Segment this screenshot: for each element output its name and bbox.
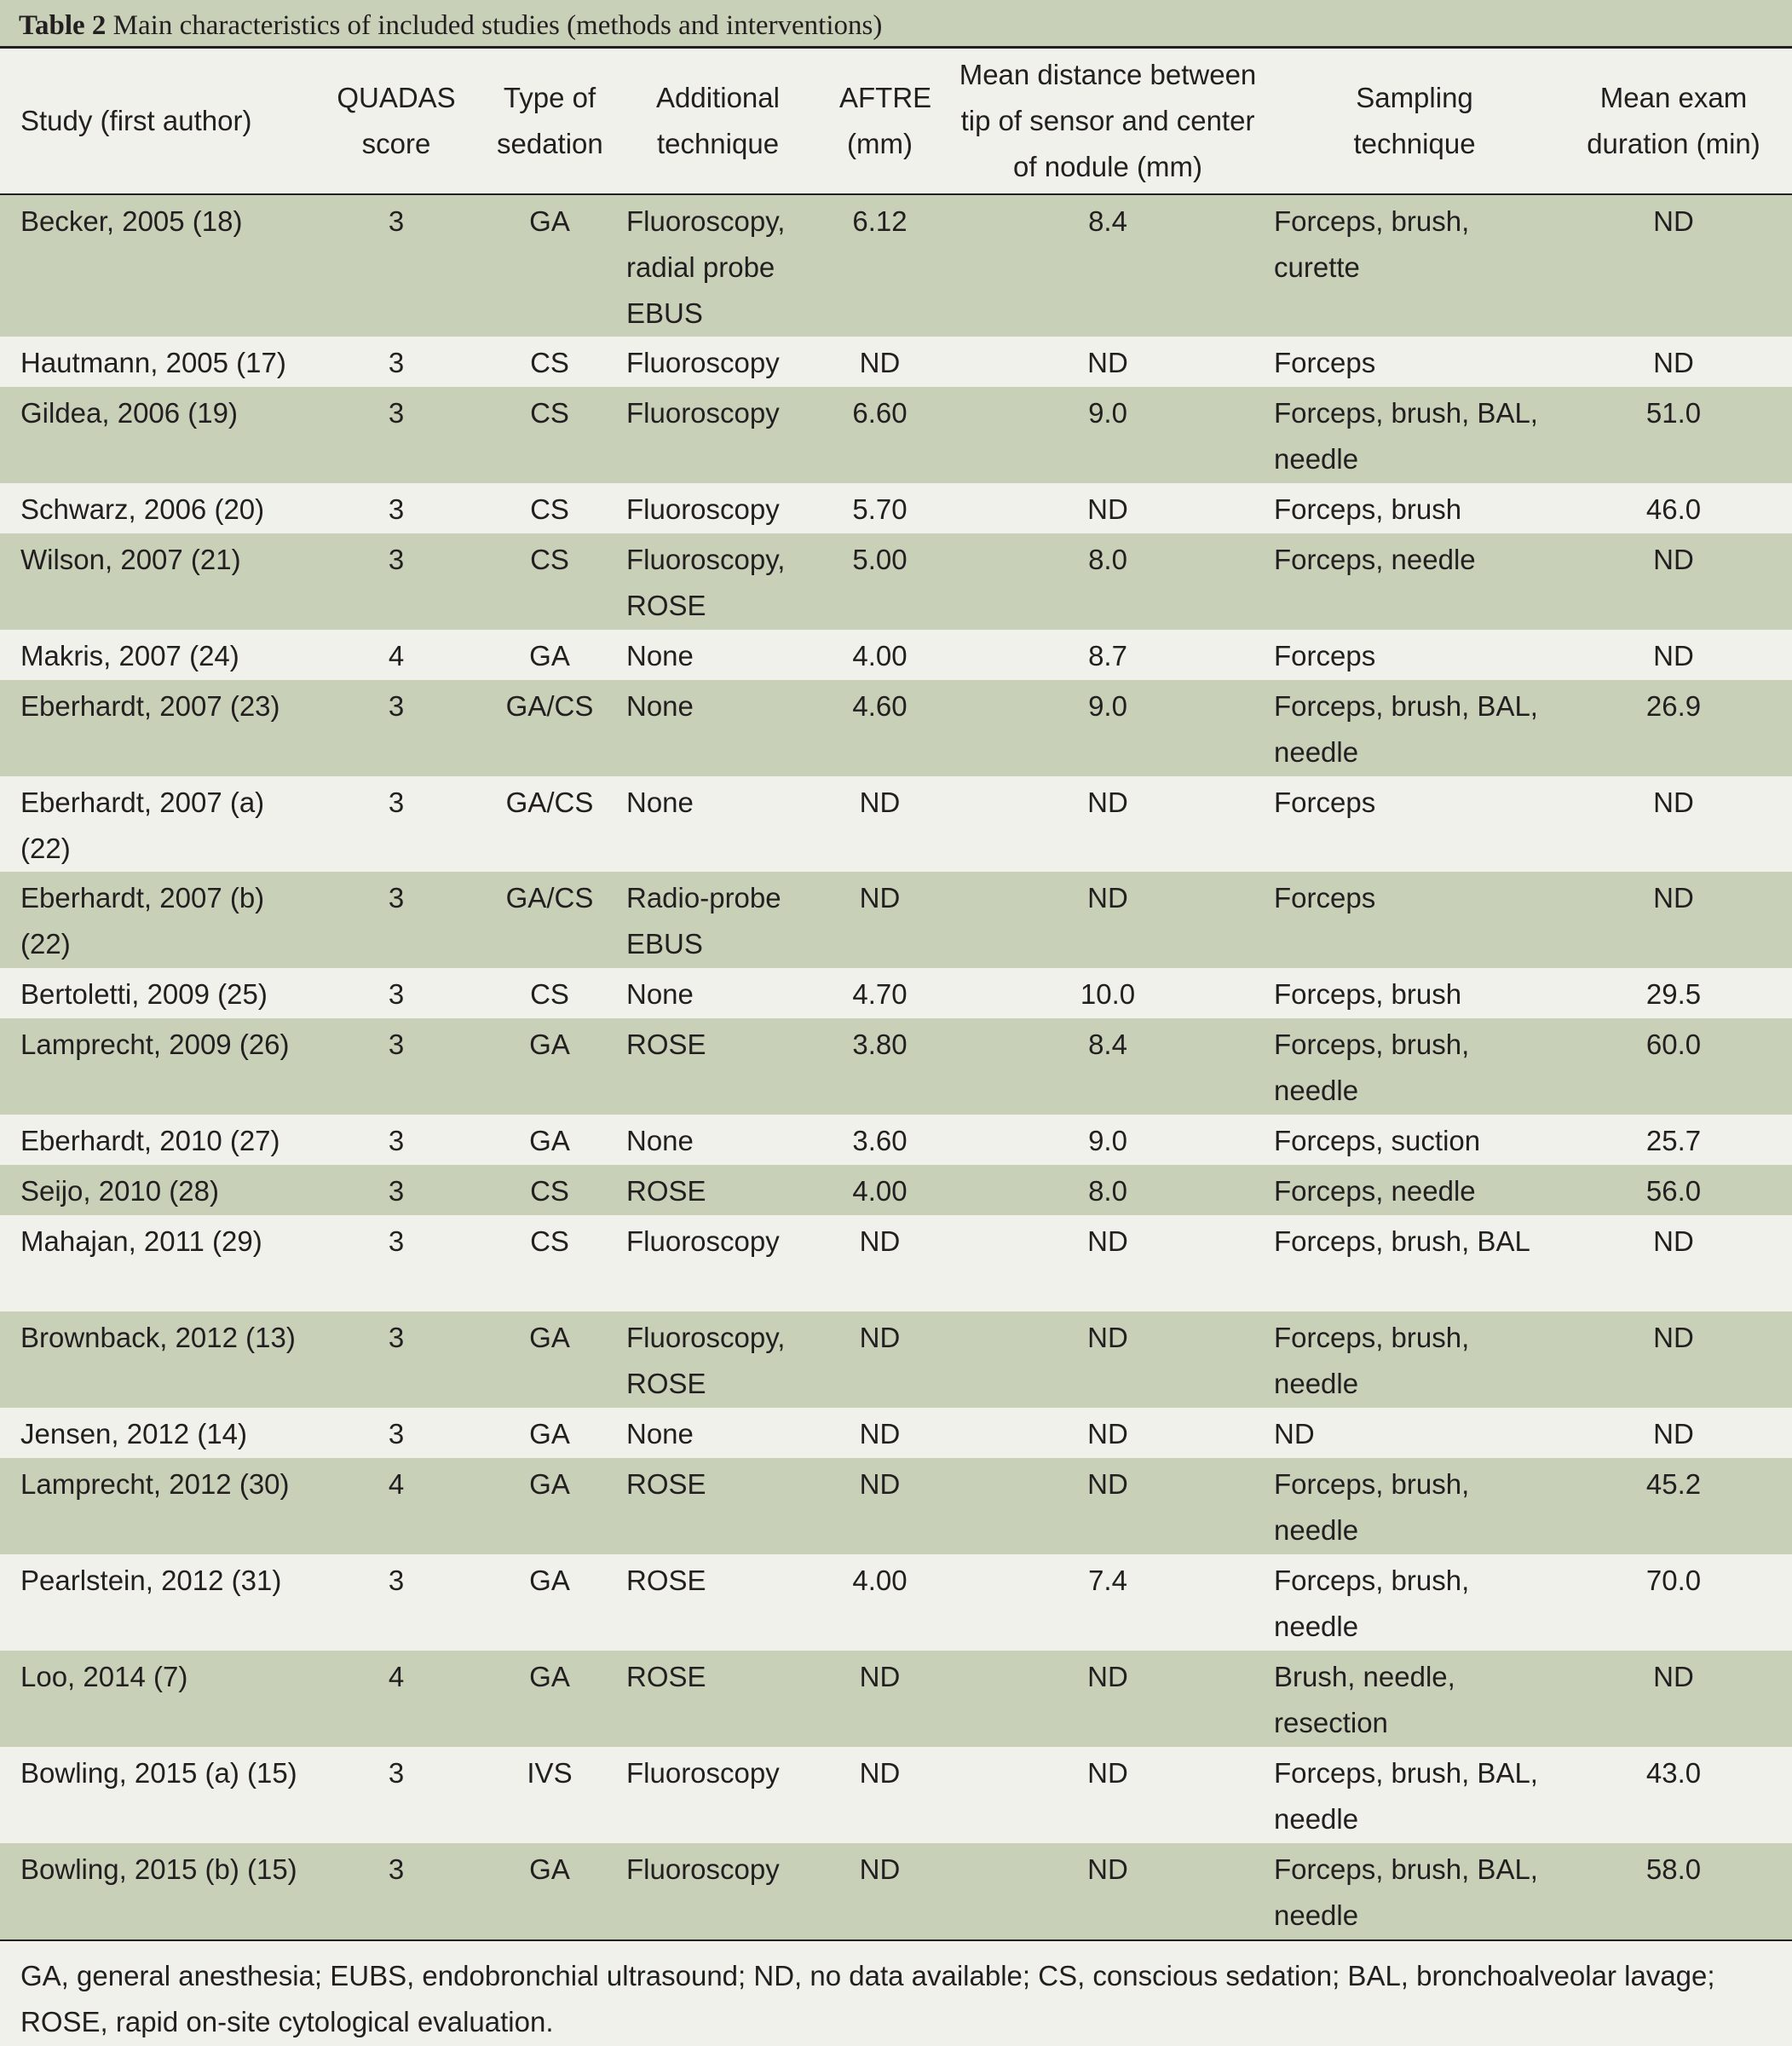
cell-study: Mahajan, 2011 (29) [20, 1225, 262, 1257]
table-row [0, 1215, 1792, 1311]
table-row [0, 776, 1792, 872]
cell-study: Loo, 2014 (7) [20, 1661, 188, 1692]
cell-sedation: CS [530, 544, 569, 575]
table-row [0, 1115, 1792, 1165]
cell-aftre: ND [859, 1418, 901, 1449]
cell-distance: 8.4 [1088, 1029, 1127, 1060]
cell-distance: 8.4 [1088, 205, 1127, 237]
cell-sedation: CS [530, 493, 569, 525]
cell-duration: ND [1653, 1661, 1694, 1692]
cell-sedation: IVS [527, 1757, 573, 1789]
cell-sampling: Forceps, needle [1274, 544, 1476, 575]
cell-quadas: 4 [388, 1468, 405, 1500]
table-row [0, 1018, 1792, 1115]
cell-technique: ROSE [626, 1661, 706, 1692]
cell-quadas: 4 [388, 1661, 405, 1692]
cell-aftre: 6.60 [852, 397, 908, 429]
cell-study: Bowling, 2015 (a) (15) [20, 1757, 297, 1789]
cell-aftre: 5.00 [852, 544, 908, 575]
cell-duration: 46.0 [1645, 493, 1702, 525]
cell-distance: ND [1087, 1418, 1128, 1449]
cell-sedation: GA/CS [505, 882, 594, 913]
table-body [0, 194, 1792, 1939]
cell-sampling: Forceps [1274, 347, 1376, 378]
cell-duration: ND [1653, 1418, 1694, 1449]
cell-sedation: GA [529, 1853, 570, 1885]
cell-study: Eberhardt, 2007 (a) (22) [20, 787, 265, 864]
cell-sampling: Forceps, brush, BAL [1274, 1225, 1530, 1257]
cell-distance: ND [1087, 493, 1128, 525]
cell-distance: ND [1087, 1322, 1128, 1353]
cell-duration: 51.0 [1645, 397, 1702, 429]
col-header-distance: Mean distance between tip of sensor and center of nodule (mm) [942, 49, 1274, 194]
cell-technique: Fluoroscopy, radial probe EBUS [626, 205, 786, 329]
cell-technique: ROSE [626, 1468, 706, 1500]
cell-sedation: GA/CS [505, 690, 594, 722]
table-row [0, 1311, 1792, 1408]
table-row [0, 968, 1792, 1018]
cell-sedation: CS [530, 1225, 569, 1257]
cell-sedation: GA/CS [505, 787, 594, 818]
cell-technique: Fluoroscopy, ROSE [626, 544, 786, 621]
cell-duration: 60.0 [1645, 1029, 1702, 1060]
cell-quadas: 3 [388, 1125, 405, 1156]
cell-aftre: ND [859, 1853, 901, 1885]
table-title: Main characteristics of included studies (methods and interventions) [112, 10, 883, 41]
cell-technique: Fluoroscopy [626, 397, 780, 429]
cell-sampling: Forceps, suction [1274, 1125, 1481, 1156]
table-label: Table 2 [19, 10, 107, 41]
table-row [0, 630, 1792, 680]
table-footnote: GA, general anesthesia; EUBS, endobronchial ultrasound; ND, no data available; CS, conscious sedation; BAL, bronchoalveolar lavage; ROSE, rapid on-site cytological evaluation. [0, 1939, 1792, 2046]
table-row [0, 680, 1792, 776]
cell-sampling: Forceps, brush, BAL, needle [1274, 690, 1538, 768]
cell-quadas: 3 [388, 1225, 405, 1257]
cell-sedation: GA [529, 640, 570, 671]
table-row [0, 1408, 1792, 1458]
cell-sedation: GA [529, 1125, 570, 1156]
cell-duration: 58.0 [1645, 1853, 1702, 1885]
table-row [0, 533, 1792, 630]
cell-aftre: 4.60 [852, 690, 908, 722]
cell-study: Lamprecht, 2012 (30) [20, 1468, 290, 1500]
cell-quadas: 3 [388, 1757, 405, 1789]
cell-sampling: Forceps, brush, BAL, needle [1274, 1757, 1538, 1835]
cell-aftre: 5.70 [852, 493, 908, 525]
cell-distance: 10.0 [1080, 978, 1136, 1010]
cell-quadas: 3 [388, 1853, 405, 1885]
cell-duration: 45.2 [1645, 1468, 1702, 1500]
cell-technique: Radio-probe EBUS [626, 882, 781, 960]
cell-technique: None [626, 787, 694, 818]
cell-technique: ROSE [626, 1175, 706, 1207]
cell-distance: 9.0 [1088, 690, 1127, 722]
table-row [0, 1554, 1792, 1651]
cell-study: Schwarz, 2006 (20) [20, 493, 265, 525]
cell-technique: Fluoroscopy [626, 1225, 780, 1257]
cell-technique: None [626, 1418, 694, 1449]
cell-sampling: Forceps, brush, needle [1274, 1029, 1470, 1106]
col-header-sedation: Type of sedation [481, 49, 618, 194]
cell-sampling: Forceps, brush, BAL, needle [1274, 1853, 1538, 1931]
cell-aftre: ND [859, 882, 901, 913]
cell-quadas: 3 [388, 1565, 405, 1596]
cell-aftre: 3.80 [852, 1029, 908, 1060]
col-header-study: Study (first author) [0, 49, 311, 194]
cell-study: Lamprecht, 2009 (26) [20, 1029, 290, 1060]
cell-aftre: ND [859, 1661, 901, 1692]
col-header-technique: Additional technique [618, 49, 818, 194]
cell-study: Eberhardt, 2007 (23) [20, 690, 280, 722]
cell-technique: None [626, 978, 694, 1010]
cell-study: Becker, 2005 (18) [20, 205, 243, 237]
cell-duration: ND [1653, 1322, 1694, 1353]
table-row [0, 1165, 1792, 1215]
cell-quadas: 3 [388, 1029, 405, 1060]
cell-aftre: 4.00 [852, 1175, 908, 1207]
cell-sedation: CS [530, 347, 569, 378]
cell-quadas: 3 [388, 397, 405, 429]
cell-duration: ND [1653, 1225, 1694, 1257]
cell-distance: ND [1087, 347, 1128, 378]
cell-technique: ROSE [626, 1565, 706, 1596]
cell-quadas: 3 [388, 882, 405, 913]
cell-duration: ND [1653, 205, 1694, 237]
cell-aftre: ND [859, 787, 901, 818]
cell-sampling: Forceps, brush [1274, 493, 1462, 525]
table-row [0, 872, 1792, 968]
cell-study: Brownback, 2012 (13) [20, 1322, 296, 1353]
table-row [0, 194, 1792, 337]
cell-study: Pearlstein, 2012 (31) [20, 1565, 282, 1596]
cell-quadas: 3 [388, 978, 405, 1010]
cell-distance: ND [1087, 1853, 1128, 1885]
cell-study: Hautmann, 2005 (17) [20, 347, 286, 378]
col-header-aftre: AFTRE (mm) [818, 49, 942, 194]
cell-study: Jensen, 2012 (14) [20, 1418, 248, 1449]
cell-sedation: GA [529, 1468, 570, 1500]
cell-sedation: GA [529, 1322, 570, 1353]
cell-study: Gildea, 2006 (19) [20, 397, 238, 429]
cell-study: Bertoletti, 2009 (25) [20, 978, 268, 1010]
cell-duration: ND [1653, 347, 1694, 378]
table-row [0, 483, 1792, 533]
cell-sedation: CS [530, 397, 569, 429]
table-row [0, 1843, 1792, 1939]
table-row [0, 1458, 1792, 1554]
cell-study: Eberhardt, 2010 (27) [20, 1125, 280, 1156]
cell-quadas: 3 [388, 1322, 405, 1353]
cell-quadas: 3 [388, 205, 405, 237]
cell-technique: Fluoroscopy, ROSE [626, 1322, 786, 1399]
cell-aftre: 4.00 [852, 640, 908, 671]
cell-study: Bowling, 2015 (b) (15) [20, 1853, 297, 1885]
cell-quadas: 3 [388, 544, 405, 575]
cell-sedation: GA [529, 205, 570, 237]
cell-quadas: 3 [388, 1418, 405, 1449]
cell-quadas: 3 [388, 493, 405, 525]
cell-distance: 9.0 [1088, 397, 1127, 429]
cell-sampling: Forceps, brush, BAL, needle [1274, 397, 1538, 475]
cell-distance: ND [1087, 1757, 1128, 1789]
cell-quadas: 3 [388, 690, 405, 722]
cell-quadas: 3 [388, 347, 405, 378]
cell-study: Seijo, 2010 (28) [20, 1175, 219, 1207]
cell-duration: ND [1653, 882, 1694, 913]
cell-sedation: GA [529, 1661, 570, 1692]
cell-quadas: 4 [388, 640, 405, 671]
col-header-duration: Mean exam duration (min) [1555, 49, 1792, 194]
cell-sampling: Forceps [1274, 640, 1376, 671]
cell-aftre: 4.70 [852, 978, 908, 1010]
cell-aftre: ND [859, 347, 901, 378]
cell-technique: None [626, 640, 694, 671]
cell-sampling: Forceps, brush, curette [1274, 205, 1470, 283]
cell-sedation: GA [529, 1418, 570, 1449]
cell-technique: Fluoroscopy [626, 493, 780, 525]
cell-sampling: Forceps, needle [1274, 1175, 1476, 1207]
cell-duration: 26.9 [1645, 690, 1702, 722]
cell-sedation: GA [529, 1029, 570, 1060]
table-row [0, 387, 1792, 483]
cell-sampling: Forceps [1274, 787, 1376, 818]
cell-quadas: 3 [388, 787, 405, 818]
cell-distance: 9.0 [1088, 1125, 1127, 1156]
cell-aftre: ND [859, 1468, 901, 1500]
cell-sedation: GA [529, 1565, 570, 1596]
table-row [0, 1651, 1792, 1747]
cell-distance: ND [1087, 787, 1128, 818]
cell-aftre: 6.12 [852, 205, 908, 237]
cell-duration: 25.7 [1645, 1125, 1702, 1156]
cell-sampling: Forceps, brush, needle [1274, 1322, 1470, 1399]
cell-duration: ND [1653, 544, 1694, 575]
cell-distance: 8.7 [1088, 640, 1127, 671]
cell-duration: 43.0 [1645, 1757, 1702, 1789]
cell-sedation: CS [530, 978, 569, 1010]
cell-technique: None [626, 690, 694, 722]
characteristics-table [0, 49, 1792, 1939]
cell-duration: 70.0 [1645, 1565, 1702, 1596]
cell-duration: 56.0 [1645, 1175, 1702, 1207]
cell-technique: ROSE [626, 1029, 706, 1060]
col-header-quadas: QUADAS score [311, 49, 481, 194]
cell-sampling: Forceps [1274, 882, 1376, 913]
cell-aftre: ND [859, 1225, 901, 1257]
cell-sampling: ND [1274, 1418, 1315, 1449]
table-row [0, 1747, 1792, 1843]
cell-technique: Fluoroscopy [626, 1757, 780, 1789]
cell-duration: 29.5 [1645, 978, 1702, 1010]
cell-technique: Fluoroscopy [626, 347, 780, 378]
cell-distance: 8.0 [1088, 1175, 1127, 1207]
cell-aftre: 3.60 [852, 1125, 908, 1156]
cell-sampling: Forceps, brush, needle [1274, 1468, 1470, 1546]
table-caption [0, 0, 1792, 49]
col-header-sampling: Sampling technique [1274, 49, 1555, 194]
cell-distance: 8.0 [1088, 544, 1127, 575]
cell-distance: 7.4 [1088, 1565, 1127, 1596]
cell-aftre: 4.00 [852, 1565, 908, 1596]
cell-distance: ND [1087, 1661, 1128, 1692]
cell-distance: ND [1087, 882, 1128, 913]
cell-duration: ND [1653, 640, 1694, 671]
cell-distance: ND [1087, 1225, 1128, 1257]
cell-sampling: Forceps, brush, needle [1274, 1565, 1470, 1642]
cell-sedation: CS [530, 1175, 569, 1207]
cell-study: Makris, 2007 (24) [20, 640, 239, 671]
cell-technique: Fluoroscopy [626, 1853, 780, 1885]
cell-technique: None [626, 1125, 694, 1156]
cell-aftre: ND [859, 1322, 901, 1353]
cell-quadas: 3 [388, 1175, 405, 1207]
table-header-row [0, 49, 1792, 194]
table-row [0, 337, 1792, 387]
cell-sampling: Forceps, brush [1274, 978, 1462, 1010]
cell-study: Wilson, 2007 (21) [20, 544, 241, 575]
cell-aftre: ND [859, 1757, 901, 1789]
cell-distance: ND [1087, 1468, 1128, 1500]
cell-duration: ND [1653, 787, 1694, 818]
cell-study: Eberhardt, 2007 (b) (22) [20, 882, 265, 960]
cell-sampling: Brush, needle, resection [1274, 1661, 1455, 1738]
